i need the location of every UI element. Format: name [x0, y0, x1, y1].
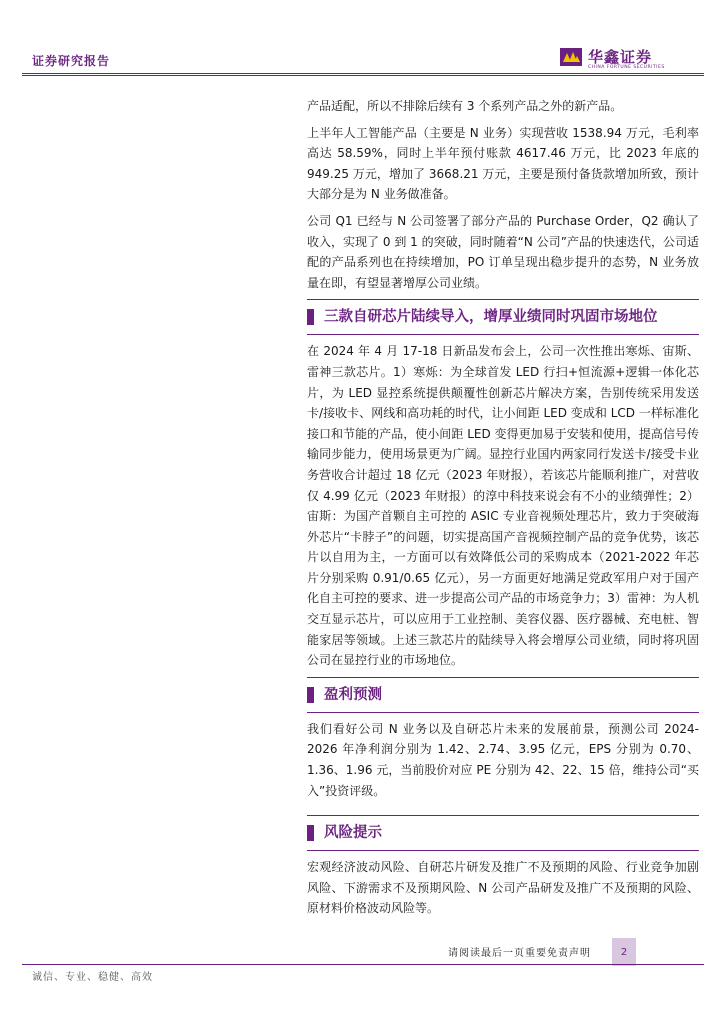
- section-heading-text: 三款自研芯片陆续导入，增厚业绩同时巩固市场地位: [324, 309, 658, 326]
- section-heading-risk: [307, 822, 699, 844]
- footer-divider: [22, 964, 704, 965]
- section-divider: [307, 334, 699, 335]
- section-divider: [307, 815, 699, 816]
- paragraph-n-company: 公司 Q1 已经与 N 公司签署了部分产品的 Purchase Order，Q2 确认了收入，实现了 0 到 1 的突破，同时随着“N 公司”产品的快速迭代，公司适配的产品系列也在持续增加，PO 订单呈现出稳步提升的态势，N 业务放量在即，有望显著增厚公司业绩。: [307, 213, 699, 290]
- paragraph-risk: 宏观经济波动风险、自研芯片研发及推广不及预期的风险、行业竞争加剧风险、下游需求不及预期风险、N 公司产品研发及推广不及预期的风险、原材料价格波动风险等。: [307, 860, 699, 916]
- section-heading-text: 风险提示: [324, 825, 382, 842]
- header-divider: [22, 73, 704, 74]
- section-heading-chips: [307, 306, 699, 328]
- footer-motto: 诚信、专业、稳健、高效: [32, 972, 153, 983]
- section-divider: [307, 299, 699, 300]
- paragraph-three-chips: 在 2024 年 4 月 17-18 日新品发布会上，公司一次性推出寒烁、宙斯、雷神三款芯片。1）寒烁：为全球首发 LED 行扫+恒流源+逻辑一体化芯片，为 LED 显控系统提供颠覆性创新芯片解决方案，告别传统采用发送卡/接收卡、网线和高功耗的时代，让小间距 LED 变成和 LCD 一样标准化接口和节能的产品，使小间距 LED 变得更加易于安装和使用，提高信号传输同步能力，使用场景更为广阔。显控行业国内两家同行发送卡/接受卡业务营收合计超过 18 亿元（2023 年财报），若该芯片能顺利推广，对营收仅 4.99 亿元（2023 年财报）的淳中科技来说会有不小的业绩弹性；2）宙斯：为国产首颗自主可控的 ASIC 专业音视频处理芯片，致力于突破海外芯片“卡脖子”的问题，切实提高国产音视频控制产品的竞争优势，该芯片以自用为主，一方面可以有效降低公司的采购成本（2021-2022 年芯片分别采购 0.91/0.65 亿元），另一方面更好地满足党政军用户对于国产化自主可控的要求、进一步提高公司产品的市场竞争力；3）雷神：为人机交互显示芯片，可以应用于工业控制、美容仪器、医疗器械、充电桩、智能家居等领域。上述三款芯片的陆续导入将会增厚公司业绩，同时将巩固公司在显控行业的市场地位。: [307, 344, 699, 668]
- logo-name: 华鑫证券: [588, 48, 653, 66]
- section-divider: [307, 677, 699, 678]
- heading-bar-icon: [307, 309, 314, 325]
- disclaimer-note: 请阅读最后一页重要免责声明: [448, 948, 591, 959]
- logo-subtitle: CHINA FORTUNE SECURITIES: [588, 65, 665, 70]
- report-type-label: 证券研究报告: [32, 54, 111, 68]
- section-heading-forecast: [307, 684, 699, 706]
- heading-bar-icon: [307, 687, 314, 703]
- header-divider-secondary: [22, 75, 704, 76]
- company-logo: [560, 46, 690, 74]
- page-number: 2: [612, 938, 636, 966]
- paragraph-ai-revenue: 上半年人工智能产品（主要是 N 业务）实现营收 1538.94 万元，毛利率高达 58.59%，同时上半年预付账款 4617.46 万元，比 2023 年底的 949.25 万元，增加了 3668.21 万元，主要是预付备货款增加所致，预计大部分是为 N 业务做准备。: [307, 125, 699, 202]
- section-divider: [307, 712, 699, 713]
- heading-bar-icon: [307, 825, 314, 841]
- section-divider: [307, 850, 699, 851]
- paragraph-forecast: 我们看好公司 N 业务以及自研芯片未来的发展前景，预测公司 2024-2026 年净利润分别为 1.42、2.74、3.95 亿元，EPS 分别为 0.70、1.36、1.96 元，当前股价对应 PE 分别为 42、22、15 倍，维持公司“买入”投资评级。: [307, 721, 699, 798]
- main-content: [307, 96, 699, 925]
- section-heading-text: 盈利预测: [324, 686, 382, 703]
- paragraph-new-products: 产品适配，所以不排除后续有 3 个系列产品之外的新产品。: [307, 99, 623, 113]
- logo-mark-icon: [560, 48, 582, 66]
